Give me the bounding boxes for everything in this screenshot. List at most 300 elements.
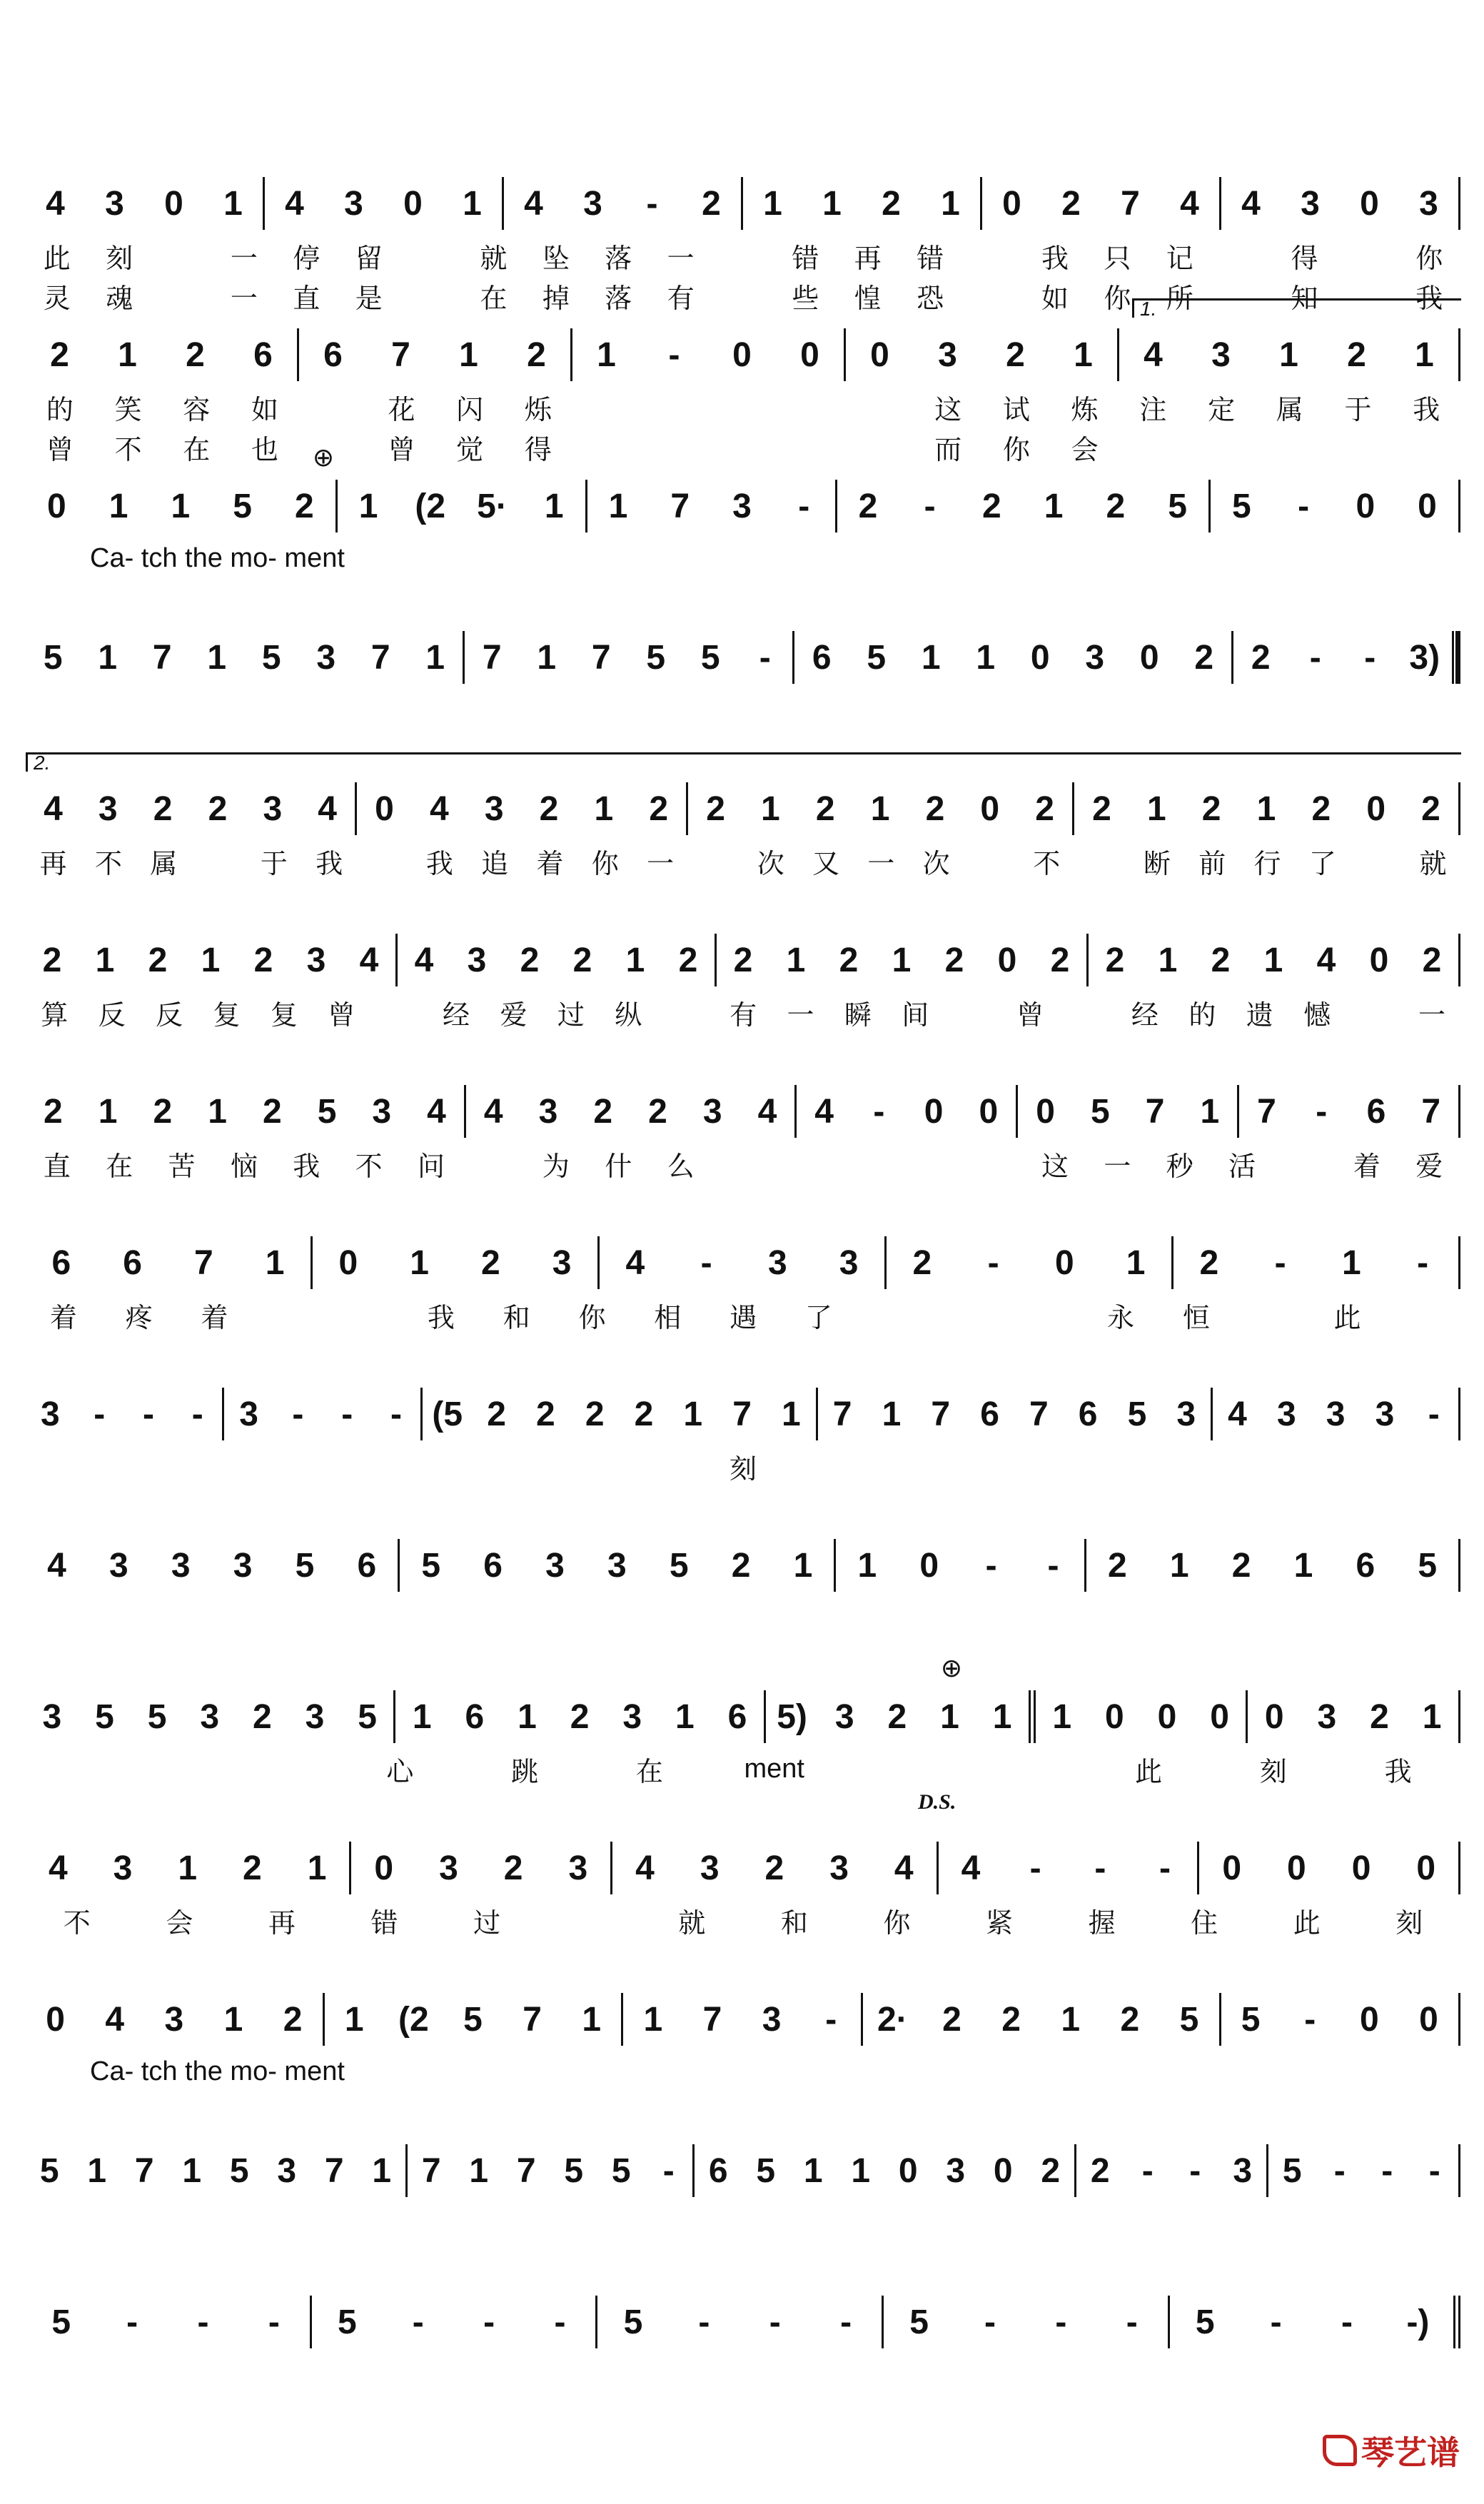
note: 2 [839,941,859,979]
lyric-syllable: 就 [678,1908,706,1939]
lyric-syllable: 着 [1353,1151,1380,1182]
note: 2 [1120,2000,1140,2039]
note: 3 [1419,184,1438,223]
note: - [1333,2151,1346,2190]
note: 1 [537,638,557,677]
note: 1 [786,941,806,979]
lyric-syllable: 复 [213,1000,241,1031]
lyric-syllable: 秒 [1166,1151,1193,1182]
lyric-syllable: 爱 [500,1000,528,1031]
note: 3 [607,1546,627,1585]
note: 2 [925,789,945,828]
barline [1458,1388,1460,1440]
lyric-syllable: 的 [1188,1000,1216,1031]
lyric-syllable: 掉 [542,283,570,314]
note: 3 [732,487,752,525]
lyric-syllable: 行 [1253,849,1281,879]
note: 2 [520,941,540,979]
lyric-syllable: 复 [270,1000,298,1031]
note: 7 [1121,184,1140,223]
lyric-syllable: 疼 [125,1303,153,1333]
note: 2 [1370,1697,1389,1736]
note: 0 [732,335,752,374]
lyric-syllable: 反 [98,1000,126,1031]
note: - [1428,2151,1440,2190]
score-system [26,752,1460,928]
note: 0 [1157,1697,1177,1736]
note: 4 [1144,335,1163,374]
note: 3 [306,941,326,979]
lyric-syllable: 有 [667,283,695,314]
note: 4 [105,2000,125,2039]
note: 1 [1074,335,1093,374]
notation-line [26,1533,1460,1597]
note: - [1428,1395,1440,1433]
note: 5 [1179,2000,1199,2039]
lyric-syllable: 爱 [1415,1151,1443,1182]
lyric-syllable: 就 [1419,849,1447,879]
note: 1 [182,2151,202,2190]
lyric-syllable: 我 [293,1151,320,1182]
note: 1 [171,487,191,525]
note: 1 [1342,1243,1361,1282]
note: 4 [625,1243,645,1282]
note: 1 [892,941,912,979]
note: 2 [1090,2151,1110,2190]
note: 2 [648,1092,667,1131]
lyric-english: Ca- tch the mo- ment [90,2056,345,2086]
lyric-syllable: 算 [41,1000,69,1031]
note: - [700,1243,712,1282]
note: 5 [867,638,887,677]
note: 2 [570,1697,590,1736]
lyric-syllable: 一 [867,849,895,879]
note: 5 [1231,487,1251,525]
double-barline [1029,1690,1036,1743]
note: 3 [1301,184,1320,223]
note: 6 [1356,1546,1376,1585]
note: - [1274,1243,1286,1282]
lyric-syllable: 属 [1276,395,1303,425]
lyric-syllable: 我 [1413,395,1440,425]
note: 1 [1061,2000,1081,2039]
lyric-syllable: 恼 [230,1151,258,1182]
note: 4 [1241,184,1261,223]
note: 2 [1201,789,1221,828]
note: 7 [591,638,611,677]
lyric-syllable: 你 [1415,243,1443,274]
lyric-syllable: 惶 [854,283,882,314]
site-logo [1323,2427,1460,2474]
lyric-syllable: 瞬 [844,1000,872,1031]
lyric-syllable: 断 [1143,849,1171,879]
note: 3 [42,1697,62,1736]
lyric-syllable: 活 [1228,1151,1256,1182]
note: 2 [1199,1243,1219,1282]
note: 1 [207,638,227,677]
note: - [143,1395,154,1433]
note: 1 [976,638,996,677]
lyric-syllable: 什 [605,1151,632,1182]
note: 3 [702,1092,722,1131]
note: 1 [822,184,842,223]
lyric-syllable: 恒 [1182,1303,1210,1333]
lyric-syllable: 握 [1088,1908,1116,1939]
note: 0 [375,789,394,828]
lyric-syllable: 着 [536,849,564,879]
lyric-syllable: 觉 [456,435,484,465]
note: 7 [523,2000,542,2039]
note: 4 [46,184,65,223]
notation-line [26,1987,1460,2051]
note: 1 [1052,1697,1072,1736]
note: 7 [516,2151,536,2190]
lyric-line [26,538,1460,578]
notation-line [26,2290,1460,2354]
note: - [798,487,810,525]
lyric-syllable: 问 [418,1151,445,1182]
note: 4 [635,1849,655,1887]
lyric-syllable: 也 [251,435,279,465]
note: - [483,2303,495,2341]
note: 3 [1276,1395,1296,1433]
note: 1 [803,2151,823,2190]
note: 0 [1002,184,1021,223]
note: 1 [608,487,628,525]
note: 5 [295,1546,315,1585]
note: 0 [1419,2000,1438,2039]
note: 3 [1085,638,1105,677]
notation-line [26,2139,1460,2203]
lyric-syllable: 注 [1139,395,1167,425]
lyric-syllable: 这 [934,395,962,425]
note: 6 [1078,1395,1098,1433]
lyric-line [26,1295,1460,1335]
lyric-syllable: 留 [355,243,383,274]
note: 1 [463,184,482,223]
lyric-syllable: 曾 [388,435,415,465]
lyric-syllable: 在 [183,435,211,465]
note: 2 [944,941,964,979]
note: 4 [414,941,434,979]
note: 2 [634,1395,654,1433]
note: 2 [942,2000,961,2039]
note: 5 [1282,2151,1302,2190]
note: - [646,184,658,223]
note: 0 [47,487,66,525]
note: 5 [623,2303,643,2341]
note: 5 [317,1092,337,1131]
lyric-syllable: 憾 [1303,1000,1331,1031]
note: 1 [108,487,128,525]
note: 1 [307,1849,327,1887]
note: 3 [41,1395,60,1433]
score-system [26,2290,1460,2441]
note: 2 [536,1395,555,1433]
note: 1 [208,1092,227,1131]
note: 3 [200,1697,220,1736]
note: 3 [439,1849,458,1887]
lyric-syllable: 纵 [615,1000,642,1031]
lyric-syllable: 你 [883,1908,911,1939]
note: 6 [980,1395,999,1433]
note: 0 [403,184,423,223]
note: 1 [412,1697,432,1736]
note: 5 [1090,1092,1110,1131]
note: 1 [544,487,564,525]
note: 1 [344,2000,364,2039]
note: - [1316,1092,1328,1131]
lyric-syllable: 紧 [985,1908,1013,1939]
note: 3 [1375,1395,1395,1433]
lyric-line [26,1900,1460,1940]
lyric-syllable: 笑 [114,395,142,425]
note: 4 [1316,941,1336,979]
note: 6 [357,1546,377,1585]
lyric-syllable: 不 [94,849,122,879]
lyric-syllable: 是 [355,283,383,314]
note: - [341,1395,353,1433]
note: 6 [253,335,273,374]
lyric-line [26,992,1460,1032]
note: - [191,1395,203,1433]
note: 1 [940,1697,959,1736]
note: 1 [410,1243,429,1282]
dal-segno-mark: D.S. [918,1790,956,1814]
lyric-syllable: 遇 [730,1303,757,1333]
note: 3 [372,1092,392,1131]
note: 4 [1180,184,1199,223]
note: 0 [1287,1849,1306,1887]
note: 2 [42,941,62,979]
note: - [1126,2303,1138,2341]
lyric-syllable: 刻 [1395,1908,1423,1939]
note: 2 [764,1849,784,1887]
note: 3 [233,1546,253,1585]
lyric-syllable: 此 [1333,1303,1361,1333]
note: 1 [265,1243,285,1282]
note: 7 [370,638,390,677]
lyric-syllable: 于 [260,849,288,879]
note: 3 [113,1849,133,1887]
lyric-syllable: 经 [443,1000,470,1031]
note: 4 [285,184,304,223]
score [26,171,1460,2441]
notation-line [26,1836,1460,1900]
note: 0 [1210,1697,1229,1736]
lyric-syllable: 在 [635,1757,663,1787]
barline [1458,1993,1460,2046]
lyric-syllable: 为 [542,1151,570,1182]
note: 0 [1369,941,1389,979]
lyric-syllable: 了 [1308,849,1336,879]
note: 2 [153,1092,173,1131]
lyric-syllable: 过 [473,1908,501,1939]
lyric-syllable: 不 [1033,849,1061,879]
note: 5 [337,2303,357,2341]
lyric-syllable: 试 [1002,395,1030,425]
note: 2 [1251,638,1271,677]
barline [1458,1690,1460,1743]
lyric-syllable: 一 [647,849,675,879]
lyric-syllable: 遗 [1246,1000,1273,1031]
barline [1458,934,1460,986]
note: - [1417,1243,1429,1282]
note: 4 [757,1092,777,1131]
note: 4 [318,789,337,828]
lyric-syllable: 前 [1198,849,1226,879]
note: 1 [469,2151,489,2190]
note: 2 [706,789,725,828]
lyric-syllable: 一 [667,243,695,274]
volta-bracket: 1. [1132,298,1461,318]
note: 6 [51,1243,71,1282]
note: - [662,2151,675,2190]
note: 5 [1418,1546,1438,1585]
note: 3 [622,1697,642,1736]
lyric-syllable: ment [744,1753,804,1784]
note: 7 [832,1395,852,1433]
note: 5 [700,638,720,677]
note: 3 [1211,335,1231,374]
note: 3 [108,1546,128,1585]
lyric-syllable: 又 [812,849,840,879]
lyric-line [26,2051,1460,2091]
note: 1 [1256,789,1276,828]
note: 2 [50,335,69,374]
note: 3 [700,1849,720,1887]
note: 0 [1264,1697,1284,1736]
note: 3 [484,789,504,828]
note: 1 [941,184,960,223]
lyric-syllable: 一 [1104,1151,1131,1182]
note: 2 [1041,2151,1061,2190]
note: 5 [261,638,281,677]
lyric-syllable: 一 [1418,1000,1445,1031]
note: 5 [95,1697,114,1736]
lyric-syllable: 刻 [1259,1757,1287,1787]
note: 2 [153,789,173,828]
note: 7 [1145,1092,1165,1131]
lyric-syllable: 于 [1344,395,1372,425]
note: 1 [201,941,221,979]
note: 0 [164,184,183,223]
note: 0 [997,941,1017,979]
note: 5 [756,2151,776,2190]
notation-line [26,171,1460,236]
note: 4 [47,1546,66,1585]
note: 0 [1356,487,1376,525]
lyric-syllable: 此 [1135,1757,1163,1787]
notation-line [26,625,1460,690]
note: 2 [572,941,592,979]
note: 0 [1416,1849,1436,1887]
note: 0 [919,1546,939,1585]
note: 0 [1360,184,1379,223]
note: 2 [539,789,559,828]
note: - [1270,2303,1282,2341]
lyric-line [26,387,1460,427]
note: (2 [415,487,446,525]
lyric-syllable: 你 [578,1303,606,1333]
note: 3 [946,2151,966,2190]
lyric-syllable: 相 [654,1303,682,1333]
note: 2 [283,2000,303,2039]
note: 3 [545,1546,565,1585]
lyric-syllable: 刻 [729,1454,757,1485]
note: 1 [597,335,616,374]
lyric-syllable: 我 [425,849,453,879]
notation-line [26,1382,1460,1446]
lyric-syllable: 只 [1104,243,1131,274]
lyric-line [26,236,1460,276]
note: 2 [1421,789,1440,828]
note: - [873,1092,885,1131]
note: 5 [646,638,666,677]
note: 7 [421,2151,441,2190]
note: 1 [223,2000,243,2039]
note: - [825,2000,837,2039]
note: 2 [1105,941,1125,979]
note: 1 [98,1092,118,1131]
note: 2 [1347,335,1366,374]
note: 3 [1317,1697,1337,1736]
note: 7 [1257,1092,1276,1131]
note: 6 [465,1697,485,1736]
lyric-syllable: 曾 [328,1000,355,1031]
lyric-syllable: 花 [388,395,415,425]
note: 3 [171,1546,191,1585]
note: - [1159,1849,1171,1887]
note: 1 [1415,335,1434,374]
note: 7 [391,335,410,374]
lyric-syllable: 定 [1208,395,1236,425]
lyric-syllable: 落 [605,283,632,314]
note: 4 [427,1092,446,1131]
note: 5 [1127,1395,1147,1433]
note: 7 [134,2151,154,2190]
note: 3 [164,2000,184,2039]
note: 1 [857,1546,877,1585]
score-system [26,2139,1460,2290]
note: - [769,2303,781,2341]
lyric-syllable: 得 [1291,243,1318,274]
note: 2 [858,487,878,525]
lyric-syllable: 你 [1002,435,1030,465]
note: 1 [425,638,445,677]
note: 2 [678,941,698,979]
note: - [292,1395,304,1433]
notation-line [26,474,1460,538]
note: 2 [585,1395,605,1433]
note: 2 [44,1092,63,1131]
lyric-syllable: 得 [524,435,552,465]
note: 3 [839,1243,859,1282]
lyric-syllable: 记 [1166,243,1193,274]
note: 2 [702,184,721,223]
lyric-syllable: 了 [804,1303,832,1333]
note: 2 [1311,789,1331,828]
lyric-syllable: 所 [1166,283,1193,314]
note: 1 [372,2151,392,2190]
note: 6 [727,1697,747,1736]
lyric-syllable: 再 [39,849,67,879]
lyric-syllable: 着 [201,1303,228,1333]
note: 2 [1211,941,1231,979]
note: 1 [1169,1546,1189,1585]
note: - [698,2303,710,2341]
lyric-syllable: 炼 [1071,395,1099,425]
